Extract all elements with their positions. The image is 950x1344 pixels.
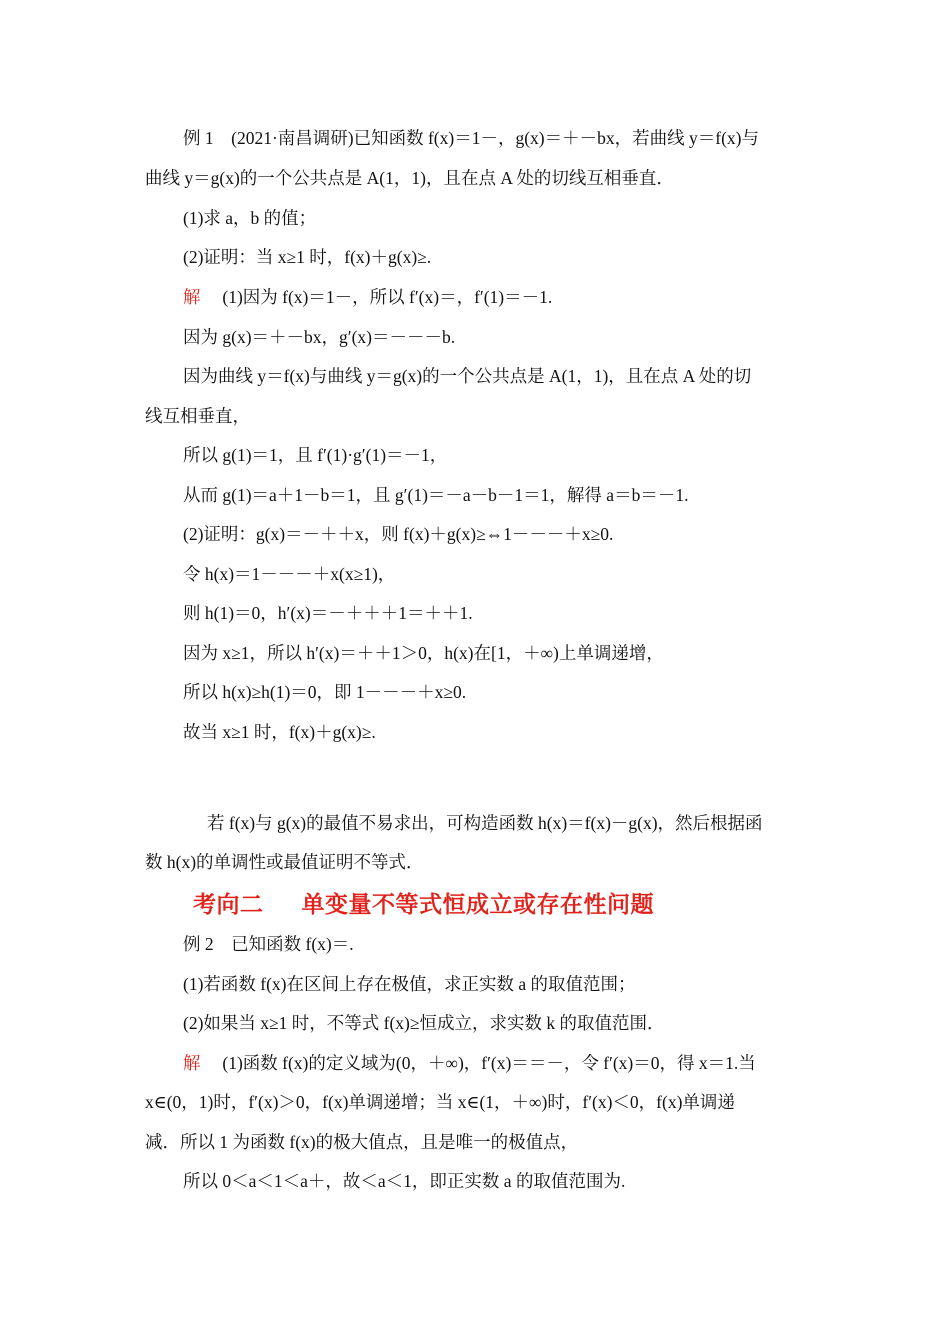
solution-label: 解 <box>183 287 201 307</box>
solution1-line: (1)因为 f(x)＝1－，所以 f′(x)＝，f′(1)＝－1. <box>222 287 553 307</box>
solution1-line: 令 h(x)＝1－－－＋x(x≥1)， <box>183 564 396 584</box>
solution1-first-line <box>183 285 552 309</box>
example1-statement-line1: 例 1 (2021·南昌调研)已知函数 f(x)＝1－，g(x)＝＋－bx，若曲线 y＝f(x)与 <box>183 128 759 148</box>
section-heading <box>193 886 654 919</box>
example2-part2: (2)如果当 x≥1 时，不等式 f(x)≥恒成立，求实数 k 的取值范围． <box>183 1013 665 1033</box>
solution2-line4: 所以 0＜a＜1＜a＋，故＜a＜1，即正实数 a 的取值范围为. <box>183 1171 626 1191</box>
example1-part2: (2)证明：当 x≥1 时，f(x)＋g(x)≥. <box>183 247 432 267</box>
note-line1: 若 f(x)与 g(x)的最值不易求出，可构造函数 h(x)＝f(x)－g(x)，然后根据函 <box>207 813 763 833</box>
solution2-first-line <box>183 1051 756 1075</box>
solution2-line2: x∈(0，1)时，f′(x)＞0，f(x)单调递增；当 x∈(1，＋∞)时，f′(x)＜0，f(x)单调递 <box>145 1092 735 1112</box>
solution1-line: 则 h(1)＝0，h′(x)＝－＋＋＋1＝＋＋1. <box>183 603 473 623</box>
solution1-line: 所以 h(x)≥h(1)＝0，即 1－－－＋x≥0. <box>183 682 467 702</box>
solution1-line: 所以 g(1)＝1，且 f′(1)·g′(1)＝－1， <box>183 445 448 465</box>
solution1-line: 因为 g(x)＝＋－bx，g′(x)＝－－－b. <box>183 327 456 347</box>
example1-statement-line2: 曲线 y＝g(x)的一个公共点是 A(1，1)，且在点 A 处的切线互相垂直． <box>145 168 674 188</box>
solution1-line: 因为 x≥1，所以 h′(x)＝＋＋1＞0，h(x)在[1，＋∞)上单调递增， <box>183 643 664 663</box>
solution1-line: 故当 x≥1 时，f(x)＋g(x)≥. <box>183 722 376 742</box>
solution-label: 解 <box>183 1053 201 1073</box>
example2-statement: 例 2 已知函数 f(x)＝. <box>183 934 354 954</box>
section-number: 考向二 <box>193 892 264 918</box>
example2-part1: (1)若函数 f(x)在区间上存在极值，求正实数 a 的取值范围； <box>183 974 636 994</box>
solution2-line3: 减．所以 1 为函数 f(x)的极大值点，且是唯一的极值点， <box>145 1132 579 1152</box>
solution1-line: 因为曲线 y＝f(x)与曲线 y＝g(x)的一个公共点是 A(1，1)，且在点 A 处的切 <box>183 366 752 386</box>
solution1-line: 从而 g(1)＝a＋1－b＝1，且 g′(1)＝－a－b－1＝1，解得 a＝b＝－1. <box>183 485 689 505</box>
example1-part1: (1)求 a，b 的值； <box>183 208 317 228</box>
solution2-line1: (1)函数 f(x)的定义域为(0，＋∞)，f′(x)＝＝－，令 f′(x)＝0，得 x＝1.当 <box>222 1053 756 1073</box>
note-line2: 数 h(x)的单调性或最值证明不等式． <box>145 852 424 872</box>
section-title: 单变量不等式恒成立或存在性问题 <box>301 892 654 918</box>
solution1-line: 线互相垂直， <box>145 406 250 426</box>
solution1-line: (2)证明：g(x)＝－＋＋x，则 f(x)＋g(x)≥⇔1－－－＋x≥0. <box>183 524 614 544</box>
